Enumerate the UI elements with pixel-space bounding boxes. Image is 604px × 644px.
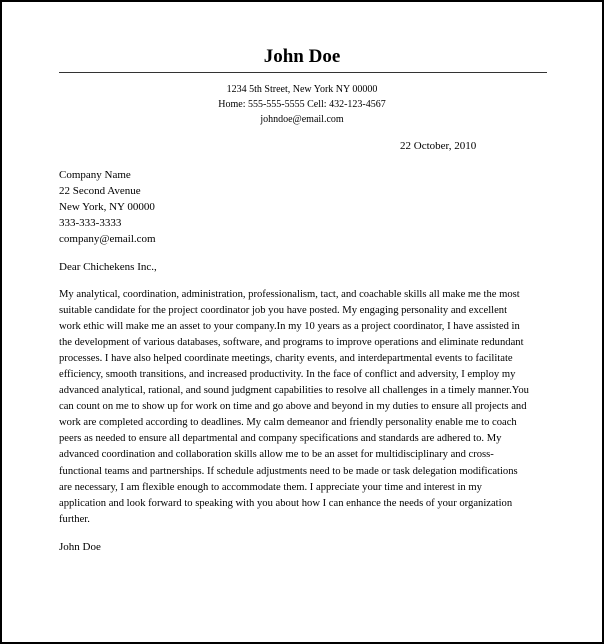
body-line: work ethic will make me an asset to your company.In my 10 years as a project coordinator, I have assisted in	[59, 321, 520, 333]
body-line: My analytical, coordination, administration, professionalism, tact, and coachable skills all make me the most	[59, 289, 520, 300]
body-line: efficiency, smooth transitions, and increased productivity. In the face of conflict and adversity, I employ my	[59, 369, 516, 381]
body-line: the development of various databases, software, and programs to improve operations and eliminate redundant	[59, 337, 524, 349]
sender-email: johndoe@email.com	[260, 114, 344, 125]
body-line: application and look forward to speaking with you about how I can enhance the needs of your organization	[59, 497, 513, 509]
header-divider	[59, 72, 547, 73]
body-line: peers as needed to ensure all departmental and company specifications and standards are adhered to. My	[59, 433, 502, 445]
recipient-phone: 333-333-3333	[59, 217, 122, 229]
recipient-block	[59, 167, 156, 247]
salutation: Dear Chichekens Inc.,	[59, 261, 157, 273]
closing-signature: John Doe	[59, 541, 101, 553]
sender-phones: Home: 555-555-5555 Cell: 432-123-4567	[218, 99, 386, 110]
sender-name: John Doe	[263, 46, 341, 67]
body-line: suitable candidate for the project coordinator job you have posted. My engaging personality and excellent	[59, 305, 508, 317]
recipient-email: company@email.com	[59, 233, 156, 245]
body-line: are necessary, I am flexible enough to accommodate them. I appreciate your time and interest in my	[59, 481, 482, 493]
body-line: further.	[59, 513, 90, 525]
recipient-city: New York, NY 00000	[59, 201, 155, 213]
body-line: advanced analytical, rational, and sound judgment capabilities to resolve all challenges in a timely manner.You	[59, 385, 529, 397]
sender-contact-block	[2, 82, 602, 127]
body-line: work are completed according to deadlines. My calm demeanor and friendly personality enable me to coach	[59, 417, 517, 429]
body-line: advanced coordination and collaboration skills allow me to be an asset for multidisciplinary and cross-	[59, 449, 494, 461]
recipient-street: 22 Second Avenue	[59, 185, 141, 197]
body-line: can count on me to show up for work on time and go above and beyond in my duties to ensure all projects and	[59, 401, 527, 413]
sender-address: 1234 5th Street, New York NY 00000	[226, 84, 378, 95]
letter-body	[59, 287, 551, 528]
body-line: processes. I have also helped coordinate meetings, charity events, and interdepartmental events to facilitate	[59, 353, 513, 365]
recipient-company: Company Name	[59, 169, 131, 181]
body-line: functional teams and partnerships. If schedule adjustments need to be made or task delegation modifications	[59, 465, 518, 477]
letter-date: 22 October, 2010	[400, 140, 477, 152]
